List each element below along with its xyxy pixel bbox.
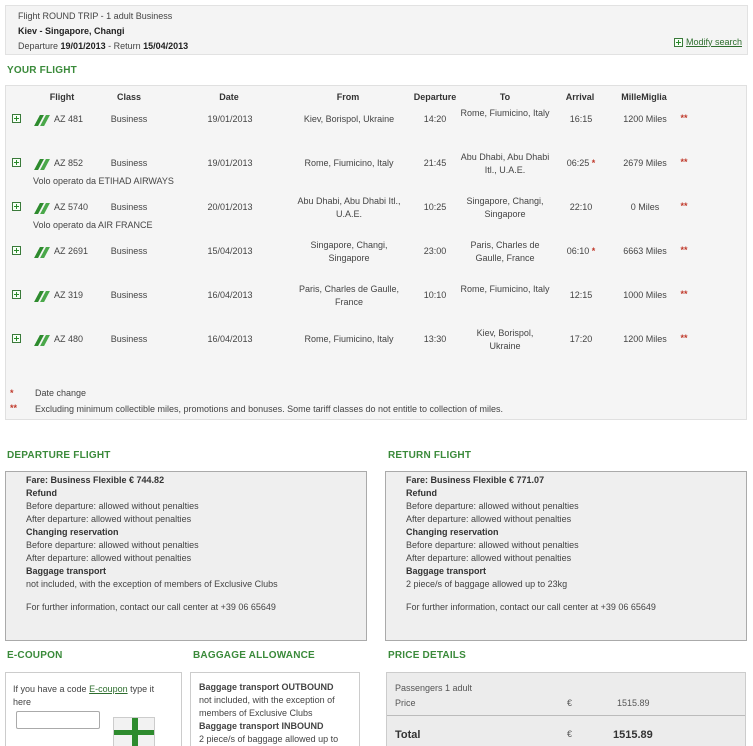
flight-date: 19/01/2013: [207, 114, 253, 124]
ecoupon-box: If you have a code E-coupon type it here: [5, 672, 182, 746]
flight-departure: 21:45: [423, 158, 447, 168]
departure-refund-title: Refund: [26, 488, 57, 498]
route: Kiev - Singapore, Changi: [18, 26, 125, 36]
baggage-allowance-title: BAGGAGE ALLOWANCE: [193, 650, 315, 661]
flight-departure: 13:30: [423, 334, 447, 344]
miles-note-stars: **: [680, 289, 688, 299]
gift-icon: [113, 717, 155, 746]
departure-change-title: Changing reservation: [26, 527, 119, 537]
flight-departure: 14:20: [423, 114, 447, 124]
flight-from: Kiev, Borispol, Ukraine: [303, 114, 395, 124]
flight-arrival: 16:15: [569, 114, 593, 124]
header-departure: Departure: [413, 92, 457, 102]
your-flight-title: YOUR FLIGHT: [7, 65, 77, 76]
flight-from: Abu Dhabi, Abu Dhabi Itl., U.A.E.: [297, 196, 401, 219]
flight-miles: 1000 Miles: [623, 290, 667, 300]
flight-date: 19/01/2013: [207, 158, 253, 168]
flight-from: Paris, Charles de Gaulle, France: [298, 284, 400, 307]
flight-row: [0, 317, 753, 361]
price-details-box: [386, 672, 746, 746]
departure-change-after: After departure: allowed without penalties: [26, 553, 192, 563]
return-change-title: Changing reservation: [406, 527, 499, 537]
baggage-outbound-title: Baggage transport OUTBOUND: [199, 682, 334, 692]
header-date: Date: [219, 92, 239, 102]
departure-baggage-title: Baggage transport: [26, 566, 107, 576]
divider: [387, 715, 745, 716]
departure-info: For further information, contact our call center at +39 06 65649: [26, 602, 276, 612]
expand-plus-icon[interactable]: [12, 246, 21, 255]
header-to: To: [499, 92, 511, 102]
modify-search-link[interactable]: Modify search: [674, 37, 742, 47]
flight-date: 15/04/2013: [207, 246, 253, 256]
baggage-outbound-text: not included, with the exception of members of Exclusive Clubs: [199, 695, 335, 718]
departure-refund-before: Before departure: allowed without penalties: [26, 501, 199, 511]
baggage-inbound-title: Baggage transport INBOUND: [199, 721, 324, 731]
expand-plus-icon[interactable]: [12, 114, 21, 123]
total-value: 1515.89: [613, 729, 653, 741]
flight-row: [0, 273, 753, 317]
return-change-before: Before departure: allowed without penalties: [406, 540, 579, 550]
expand-plus-icon[interactable]: [12, 158, 21, 167]
flight-arrival: 17:20: [569, 334, 593, 344]
price-details-title: PRICE DETAILS: [388, 650, 466, 661]
flight-date: 20/01/2013: [207, 202, 253, 212]
miles-note-stars: **: [680, 113, 688, 123]
flight-departure: 10:25: [423, 202, 447, 212]
ecoupon-link[interactable]: E-coupon: [89, 684, 128, 694]
flight-to: Singapore, Changi, Singapore: [466, 196, 544, 219]
alitalia-logo-icon: [36, 291, 50, 301]
miles-note-stars: **: [680, 201, 688, 211]
header-class: Class: [116, 92, 142, 102]
return-baggage-text: 2 piece/s of baggage allowed up to 23kg: [406, 579, 568, 589]
flight-class: Business: [110, 290, 148, 300]
departure-change-before: Before departure: allowed without penalties: [26, 540, 199, 550]
plus-icon: [674, 38, 683, 47]
note-star-single: *: [10, 388, 14, 398]
flight-miles: 1200 Miles: [623, 334, 667, 344]
expand-plus-icon[interactable]: [12, 202, 21, 211]
trip-info: Flight ROUND TRIP - 1 adult Business: [18, 11, 173, 21]
baggage-allowance-box: [190, 672, 360, 746]
flight-class: Business: [110, 246, 148, 256]
header-miles: MilleMiglia: [621, 92, 667, 102]
operated-by-note: Volo operato da AIR FRANCE: [33, 220, 153, 230]
note-star-double: **: [10, 403, 18, 413]
flight-miles: 0 Miles: [630, 202, 660, 212]
dates: Departure 19/01/2013 - Return 15/04/2013: [18, 41, 189, 51]
return-refund-title: Refund: [406, 488, 437, 498]
flight-row: [0, 220, 753, 273]
departure-baggage-text: not included, with the exception of members of Exclusive Clubs: [26, 579, 278, 589]
return-flight-title: RETURN FLIGHT: [388, 450, 472, 461]
alitalia-logo-icon: [36, 247, 50, 257]
flight-date: 16/04/2013: [207, 334, 253, 344]
price-value: 1515.89: [617, 698, 650, 708]
flight-arrival: 12:15: [569, 290, 593, 300]
flight-miles: 6663 Miles: [623, 246, 667, 256]
total-currency: €: [567, 729, 573, 739]
flight-number: AZ 5740: [36, 201, 106, 214]
flight-miles: 1200 Miles: [623, 114, 667, 124]
price-currency: €: [567, 698, 573, 708]
flight-class: Business: [110, 334, 148, 344]
ecoupon-title: E-COUPON: [7, 650, 63, 661]
search-summary: [5, 5, 748, 55]
flight-to: Kiev, Borispol, Ukraine: [476, 328, 534, 351]
miles-note-stars: **: [680, 157, 688, 167]
price-label: Price: [395, 698, 416, 708]
return-refund-after: After departure: allowed without penalties: [406, 514, 572, 524]
flight-from: Singapore, Changi, Singapore: [310, 240, 388, 263]
flight-departure: 10:10: [423, 290, 447, 300]
flight-number: AZ 2691: [36, 245, 106, 258]
flight-arrival: 06:25 *: [566, 158, 596, 168]
return-refund-before: Before departure: allowed without penalties: [406, 501, 579, 511]
departure-fare-box: [5, 471, 367, 641]
flight-to: Rome, Fiumicino, Italy: [460, 284, 550, 294]
flight-from: Rome, Fiumicino, Italy: [304, 334, 394, 344]
flight-number: AZ 319: [36, 289, 106, 302]
flight-to: Paris, Charles de Gaulle, France: [470, 240, 540, 263]
baggage-inbound-text: 2 piece/s of baggage allowed up to: [199, 734, 339, 744]
flight-number: AZ 480: [36, 333, 106, 346]
flight-rows: [0, 97, 753, 367]
flight-departure: 23:00: [423, 246, 447, 256]
alitalia-logo-icon: [36, 335, 50, 345]
expand-plus-icon[interactable]: [12, 334, 21, 343]
flight-miles: 2679 Miles: [623, 158, 667, 168]
flight-class: Business: [110, 114, 148, 124]
note-miles: Excluding minimum collectible miles, promotions and bonuses. Some tariff classes do not entitle to collection of miles.: [35, 404, 504, 414]
flight-from: Rome, Fiumicino, Italy: [304, 158, 394, 168]
flight-to: Abu Dhabi, Abu Dhabi Itl., U.A.E.: [460, 152, 550, 175]
operated-by-note: Volo operato da ETIHAD AIRWAYS: [33, 176, 174, 186]
return-fare: Fare: Business Flexible € 771.07: [406, 475, 545, 485]
miles-note-stars: **: [680, 333, 688, 343]
note-date-change: Date change: [35, 388, 87, 398]
return-fare-box: [385, 471, 747, 641]
return-info: For further information, contact our call center at +39 06 65649: [406, 602, 656, 612]
return-baggage-title: Baggage transport: [406, 566, 487, 576]
flight-to: Rome, Fiumicino, Italy: [460, 108, 550, 118]
passengers: Passengers 1 adult: [395, 683, 473, 693]
flight-row: [0, 97, 753, 141]
flight-arrival: 06:10 *: [566, 246, 596, 256]
miles-note-stars: **: [680, 245, 688, 255]
expand-plus-icon[interactable]: [12, 290, 21, 299]
departure-flight-title: DEPARTURE FLIGHT: [7, 450, 111, 461]
flight-number: AZ 481: [36, 113, 106, 126]
flight-date: 16/04/2013: [207, 290, 253, 300]
flight-number: AZ 852: [36, 157, 106, 170]
alitalia-logo-icon: [36, 115, 50, 125]
alitalia-logo-icon: [36, 203, 50, 213]
total-label: Total: [395, 729, 421, 741]
return-change-after: After departure: allowed without penalties: [406, 553, 572, 563]
departure-fare: Fare: Business Flexible € 744.82: [26, 475, 165, 485]
departure-refund-after: After departure: allowed without penalties: [26, 514, 192, 524]
flight-arrival: 22:10: [569, 202, 593, 212]
header-arrival: Arrival: [565, 92, 595, 102]
header-from: From: [336, 92, 360, 102]
flight-class: Business: [110, 202, 148, 212]
flight-class: Business: [110, 158, 148, 168]
alitalia-logo-icon: [36, 159, 50, 169]
ecoupon-input[interactable]: [16, 711, 100, 729]
header-flight: Flight: [49, 92, 75, 102]
